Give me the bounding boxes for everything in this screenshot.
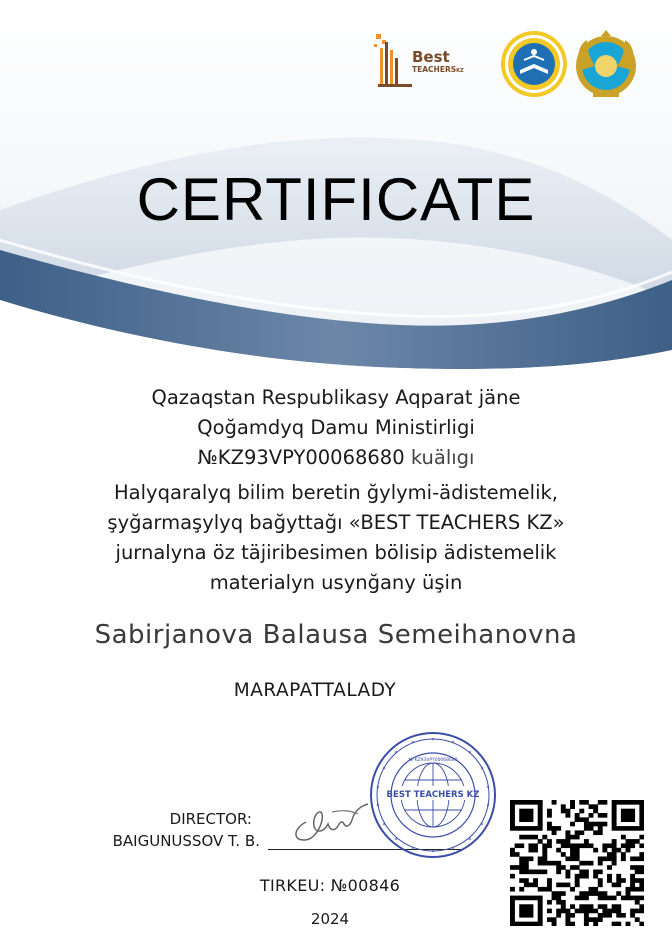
qr-code-icon xyxy=(510,800,644,926)
state-emblem-icon xyxy=(573,30,639,100)
reason-line: materialyn usynğany üşin xyxy=(209,571,463,594)
official-stamp xyxy=(368,730,498,860)
director-signature xyxy=(288,792,378,848)
director-name: BAIGUNUSSOV T. B. xyxy=(112,832,260,850)
book-stack-icon xyxy=(370,28,414,94)
best-teachers-logo xyxy=(370,28,480,94)
stamp-center-text: BEST TEACHERS KZ xyxy=(386,790,480,800)
logo-teachers-word: TEACHERSKZ xyxy=(412,65,464,74)
director-label: DIRECTOR: xyxy=(169,810,252,828)
reason-paragraph xyxy=(0,478,672,598)
certificate-year: 2024 xyxy=(310,910,350,928)
reason-line: Halyqaralyq bilim beretin ğylymi-ädistemelik, xyxy=(114,481,558,504)
director-block xyxy=(60,808,260,852)
intro-line: Qazaqstan Respublikasy Aqparat jäne xyxy=(151,386,521,409)
certificate-title: CERTIFICATE xyxy=(136,166,536,233)
logo-best-word: Best xyxy=(412,48,450,66)
intro-line: Qoğamdyq Damu Ministirligi xyxy=(197,416,475,439)
ministry-logo-icon xyxy=(500,30,568,98)
intro-line xyxy=(0,443,672,473)
award-text: MARAPATTALADY xyxy=(233,680,397,701)
stamp-number-text: № KZ93VPY00068680 xyxy=(408,758,458,763)
reason-line: jurnalyna öz täjiribesimen bölisip ädistemelik xyxy=(115,541,557,564)
license-number: №KZ93VPY00068680 xyxy=(197,446,405,469)
recipient-name: Sabirjanova Balausa Semeihanovna xyxy=(94,620,578,650)
registration-number: TIRKEU: №00846 xyxy=(259,876,401,895)
reason-line: şyğarmaşylyq bağyttağı «BEST TEACHERS KZ» xyxy=(107,511,565,534)
license-word: kuälıgı xyxy=(410,446,475,469)
ministry-paragraph xyxy=(0,383,672,473)
